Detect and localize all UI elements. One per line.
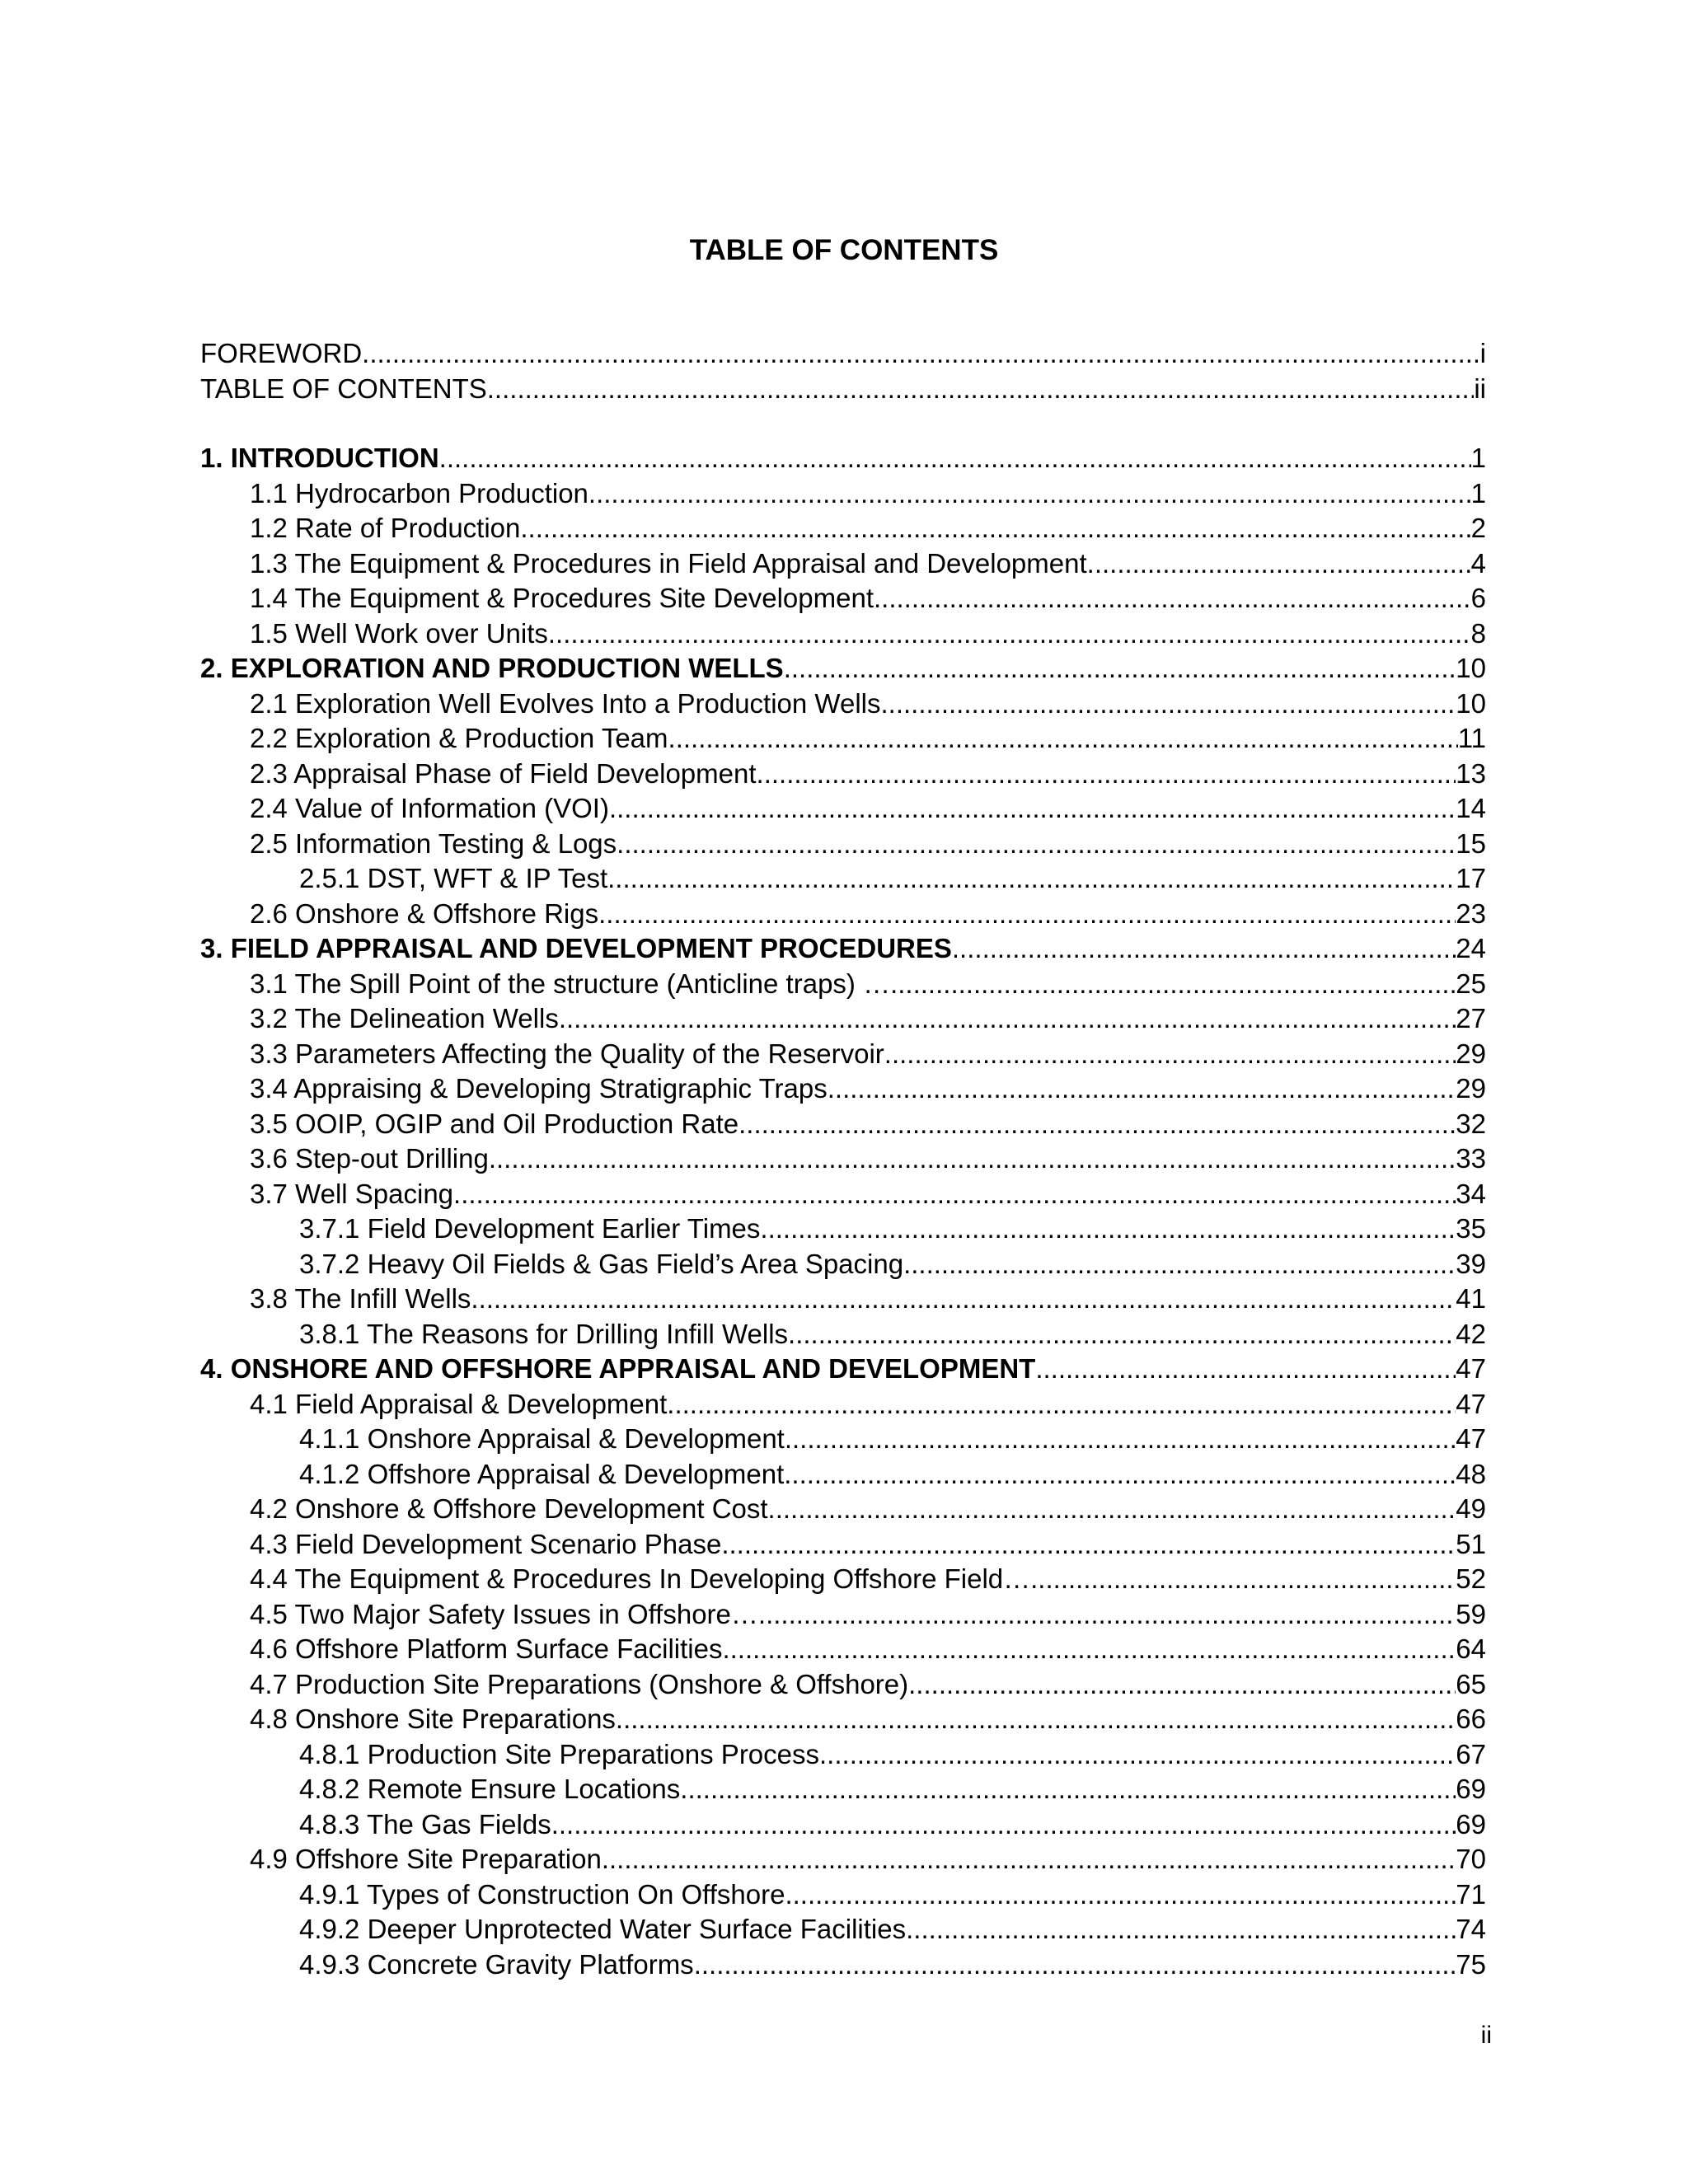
toc-entry-title: 2.5 Information Testing & Logs	[250, 827, 617, 859]
toc-dot-leader	[881, 687, 1456, 722]
toc-entry-line	[299, 1947, 1486, 1983]
toc-entry-line	[250, 616, 1486, 652]
toc-entry-line	[299, 1422, 1486, 1457]
toc-dot-leader	[785, 1877, 1456, 1913]
toc-entry-title: 3.7 Well Spacing	[250, 1178, 454, 1209]
toc-entry[interactable]	[200, 1352, 1486, 1387]
toc-entry-title: 2.6 Onshore & Offshore Rigs	[250, 898, 599, 929]
toc-entry-line	[250, 1492, 1486, 1527]
toc-entry[interactable]	[200, 372, 1486, 407]
toc-entry-title: 4.8.1 Production Site Preparations Process	[299, 1738, 820, 1769]
toc-entry[interactable]	[200, 1877, 1486, 1913]
toc-entry[interactable]	[200, 967, 1486, 1002]
toc-entry-title: 4.8.3 The Gas Fields	[299, 1808, 551, 1840]
toc-entry-title: FOREWORD	[200, 338, 363, 368]
toc-dot-leader	[616, 1702, 1456, 1737]
toc-entry[interactable]	[200, 1562, 1486, 1597]
toc-entry[interactable]	[200, 1422, 1486, 1457]
toc-entry-page: 75	[1456, 1948, 1486, 1980]
toc-entry-title: 4.9.3 Concrete Gravity Platforms	[299, 1948, 694, 1980]
toc-dot-leader	[667, 1387, 1456, 1422]
toc-dot-leader	[1035, 1352, 1456, 1387]
toc-entry-line	[250, 1527, 1486, 1563]
toc-entry[interactable]	[200, 861, 1486, 897]
toc-entry-line	[200, 441, 1486, 476]
toc-dot-leader	[362, 336, 1480, 372]
toc-entry[interactable]	[200, 1492, 1486, 1527]
toc-entry-page: 69	[1456, 1774, 1486, 1804]
toc-entry-title: 3.2 The Delineation Wells	[250, 1003, 559, 1033]
toc-entry[interactable]	[200, 1842, 1486, 1877]
toc-dot-leader	[874, 581, 1471, 616]
toc-entry-title: 4.9.2 Deeper Unprotected Water Surface Facilities	[299, 1914, 907, 1944]
toc-entry-line	[299, 1877, 1486, 1913]
toc-entry-line	[250, 1001, 1486, 1037]
toc-entry-page: 29	[1456, 1073, 1486, 1104]
toc-dot-leader	[617, 827, 1456, 862]
toc-dot-leader	[520, 511, 1470, 546]
toc-entry[interactable]	[200, 511, 1486, 546]
toc-entry-title: 4.4 The Equipment & Procedures In Developing Offshore Field…	[250, 1563, 1031, 1594]
toc-entry[interactable]	[200, 1597, 1486, 1633]
toc-entry-line	[250, 721, 1486, 757]
toc-entry[interactable]	[200, 1527, 1486, 1563]
toc-entry-title: 3.7.2 Heavy Oil Fields & Gas Field’s Area Spacing	[299, 1248, 904, 1279]
toc-entry-line	[250, 1037, 1486, 1072]
toc-entry-title: 2.5.1 DST, WFT & IP Test	[299, 863, 608, 893]
toc-entry-title: 3. FIELD APPRAISAL AND DEVELOPMENT PROCEDURES	[200, 933, 952, 963]
toc-entry-page: 33	[1456, 1143, 1486, 1174]
toc-entry-page: 47	[1456, 1353, 1486, 1384]
toc-dot-leader	[722, 1632, 1456, 1667]
toc-entry[interactable]	[200, 1737, 1486, 1773]
toc-dot-leader	[788, 1317, 1456, 1352]
toc-entry-line	[250, 967, 1486, 1002]
toc-entry-line	[200, 336, 1486, 372]
toc-entry-page: 70	[1456, 1844, 1486, 1874]
toc-entry-title: 3.1 The Spill Point of the structure (Anticline traps) …	[250, 968, 891, 999]
toc-entry-title: 4.8.2 Remote Ensure Locations	[299, 1774, 681, 1804]
toc-entry-line	[299, 861, 1486, 897]
toc-entry-title: 2. EXPLORATION AND PRODUCTION WELLS	[200, 653, 784, 683]
toc-dot-leader	[471, 1282, 1456, 1317]
toc-entry-page: 25	[1456, 968, 1486, 999]
toc-entry-line	[250, 1632, 1486, 1667]
toc-entry-title: 1.5 Well Work over Units	[250, 617, 548, 649]
toc-entry-title: 3.5 OOIP, OGIP and Oil Production Rate	[250, 1108, 739, 1139]
toc-entry-page: 27	[1456, 1003, 1486, 1033]
toc-entry-page: 1	[1470, 477, 1486, 509]
toc-dot-leader	[551, 1807, 1456, 1843]
toc-entry[interactable]	[200, 1317, 1486, 1352]
toc-entry[interactable]	[200, 757, 1486, 792]
toc-entry-page: 10	[1456, 653, 1486, 683]
toc-dot-leader	[609, 791, 1456, 827]
toc-dot-leader	[952, 931, 1456, 967]
toc-entry-page: 11	[1457, 723, 1486, 753]
toc-entry-title: 2.1 Exploration Well Evolves Into a Production Wells	[250, 687, 881, 719]
toc-entry-page: 1	[1470, 443, 1486, 473]
toc-entry-title: 3.6 Step-out Drilling	[250, 1143, 489, 1174]
toc-entry-title: 2.3 Appraisal Phase of Field Development	[250, 757, 757, 789]
toc-dot-leader	[760, 1212, 1456, 1247]
toc-dot-leader	[602, 1842, 1456, 1877]
toc-entry[interactable]	[200, 1001, 1486, 1037]
toc-entry-page: 32	[1456, 1108, 1486, 1139]
toc-entry-title: 4.1 Field Appraisal & Development	[250, 1388, 668, 1419]
toc-entry-title: 4.1.1 Onshore Appraisal & Development	[299, 1423, 785, 1454]
toc-entry-line	[250, 1177, 1486, 1212]
toc-entry-page: 4	[1470, 547, 1486, 579]
toc-dot-leader	[784, 1457, 1456, 1493]
toc-entry-line	[299, 1772, 1486, 1807]
toc-dot-leader	[908, 1667, 1456, 1703]
toc-entry-line	[250, 581, 1486, 616]
toc-entry[interactable]	[200, 1282, 1486, 1317]
toc-entry-line	[250, 1597, 1486, 1633]
toc-entry[interactable]	[200, 1702, 1486, 1737]
toc-entry-title: 1. INTRODUCTION	[200, 443, 439, 473]
toc-dot-leader	[548, 616, 1471, 652]
toc-entry-line	[250, 1107, 1486, 1142]
toc-dot-leader	[890, 967, 1456, 1002]
toc-entry-page: 24	[1456, 933, 1486, 963]
toc-entry-page: 34	[1456, 1178, 1486, 1209]
toc-entry[interactable]	[200, 1177, 1486, 1212]
toc-entry-line	[250, 1071, 1486, 1107]
toc-entry-line	[299, 1912, 1486, 1947]
toc-entry-title: 3.7.1 Field Development Earlier Times	[299, 1213, 761, 1244]
toc-entry-line	[200, 372, 1486, 407]
toc-dot-leader	[694, 1947, 1456, 1983]
toc-dot-leader	[439, 441, 1471, 476]
toc-entry[interactable]	[200, 1247, 1486, 1282]
toc-entry-line	[299, 1807, 1486, 1843]
toc-entry-title: 1.3 The Equipment & Procedures in Field Appraisal and Development	[250, 547, 1087, 579]
toc-entry-title: 1.4 The Equipment & Procedures Site Development	[250, 583, 874, 613]
toc-dot-leader	[680, 1772, 1456, 1807]
toc-dot-leader	[607, 861, 1456, 897]
toc-entry-line	[250, 1282, 1486, 1317]
toc-entry-title: 4.6 Offshore Platform Surface Facilities	[250, 1633, 723, 1664]
toc-dot-leader	[785, 1422, 1456, 1457]
toc-dot-leader	[489, 1141, 1456, 1177]
toc-entry-line	[250, 1141, 1486, 1177]
toc-entry-page: 47	[1456, 1388, 1486, 1419]
toc-dot-leader	[828, 1071, 1456, 1107]
toc-entry[interactable]	[200, 1037, 1486, 1072]
toc-entry-page: ii	[1474, 373, 1486, 404]
toc-entry-page: 41	[1456, 1283, 1486, 1314]
toc-entry[interactable]	[200, 1807, 1486, 1843]
toc-dot-leader	[758, 1597, 1456, 1633]
page-number: ii	[1480, 2022, 1492, 2049]
toc-entry-page: 8	[1470, 617, 1486, 649]
toc-entry-page: 10	[1456, 687, 1486, 719]
toc-dot-leader	[721, 1527, 1456, 1563]
toc-entry[interactable]	[200, 1632, 1486, 1667]
toc-entry-line	[250, 687, 1486, 722]
toc-entry-title: 4. ONSHORE AND OFFSHORE APPRAISAL AND DEVELOPMENT	[200, 1353, 1036, 1384]
toc-entry-line	[250, 757, 1486, 792]
toc-entry[interactable]	[200, 546, 1486, 582]
toc-entry-page: 47	[1456, 1423, 1486, 1454]
table-of-contents	[200, 336, 1486, 1982]
toc-dot-leader	[768, 1492, 1456, 1527]
toc-entry[interactable]	[200, 897, 1486, 932]
toc-dot-leader	[559, 1001, 1456, 1037]
toc-entry-line	[299, 1247, 1486, 1282]
toc-entry-title: 4.2 Onshore & Offshore Development Cost	[250, 1493, 768, 1524]
toc-dot-leader	[906, 1912, 1456, 1947]
toc-entry-title: TABLE OF CONTENTS	[200, 373, 487, 404]
toc-entry-line	[299, 1737, 1486, 1773]
toc-entry[interactable]	[200, 1772, 1486, 1807]
toc-entry-page: 64	[1456, 1633, 1486, 1664]
toc-entry-page: 15	[1456, 827, 1486, 859]
toc-entry-line	[250, 827, 1486, 862]
toc-entry-line	[250, 1702, 1486, 1737]
toc-entry-page: 74	[1456, 1914, 1486, 1944]
toc-dot-leader	[668, 721, 1458, 757]
toc-entry-page: 39	[1456, 1248, 1486, 1279]
toc-entry-page: 23	[1456, 898, 1486, 929]
toc-entry-title: 3.3 Parameters Affecting the Quality of the Reservoir	[250, 1038, 884, 1069]
toc-entry[interactable]	[200, 336, 1486, 372]
toc-entry-title: 1.1 Hydrocarbon Production	[250, 477, 588, 509]
toc-entry-page: 66	[1456, 1704, 1486, 1734]
toc-entry-line	[250, 511, 1486, 546]
toc-entry-line	[250, 1387, 1486, 1422]
toc-entry-line	[250, 1667, 1486, 1703]
toc-entry-title: 2.4 Value of Information (VOI)	[250, 793, 609, 823]
toc-entry[interactable]	[200, 1212, 1486, 1247]
toc-entry-page: 42	[1456, 1318, 1486, 1349]
toc-entry-title: 4.1.2 Offshore Appraisal & Development	[299, 1458, 785, 1489]
toc-entry-title: 4.8 Onshore Site Preparations	[250, 1704, 616, 1734]
toc-entry-page: 49	[1456, 1493, 1486, 1524]
toc-entry[interactable]	[200, 1457, 1486, 1493]
toc-entry[interactable]	[200, 827, 1486, 862]
toc-dot-leader	[588, 476, 1471, 512]
toc-entry[interactable]	[200, 476, 1486, 512]
toc-entry-line	[200, 651, 1486, 687]
toc-entry-page: 2	[1470, 513, 1486, 543]
toc-dot-leader	[1030, 1562, 1456, 1597]
toc-entry-page: 6	[1470, 583, 1486, 613]
toc-entry-page: 14	[1456, 793, 1486, 823]
toc-entry-page: 51	[1456, 1528, 1486, 1559]
toc-entry-title: 4.7 Production Site Preparations (Onshore & Offshore)	[250, 1668, 909, 1699]
toc-entry-title: 3.8 The Infill Wells	[250, 1283, 471, 1314]
toc-entry-page: 52	[1456, 1563, 1486, 1594]
toc-dot-leader	[453, 1177, 1456, 1212]
toc-entry-page: 13	[1456, 757, 1486, 789]
toc-entry[interactable]	[200, 721, 1486, 757]
toc-entry-line	[299, 1457, 1486, 1493]
toc-entry-page: 35	[1456, 1213, 1486, 1244]
toc-entry-line	[250, 476, 1486, 512]
toc-entry-page: 65	[1456, 1668, 1486, 1699]
toc-entry-line	[250, 1842, 1486, 1877]
page-title: TABLE OF CONTENTS	[689, 234, 999, 266]
toc-entry[interactable]	[200, 581, 1486, 616]
toc-entry-page: 59	[1456, 1598, 1486, 1629]
toc-entry-title: 2.2 Exploration & Production Team	[250, 723, 668, 753]
toc-entry-line	[250, 791, 1486, 827]
toc-dot-leader	[487, 372, 1475, 407]
toc-entry-title: 4.9 Offshore Site Preparation	[250, 1844, 602, 1874]
toc-entry-line	[250, 897, 1486, 932]
toc-entry[interactable]	[200, 1141, 1486, 1177]
toc-entry-page: i	[1479, 338, 1486, 368]
toc-entry-title: 1.2 Rate of Production	[250, 513, 521, 543]
toc-entry[interactable]	[200, 1071, 1486, 1107]
toc-entry-title: 3.4 Appraising & Developing Stratigraphic Traps	[250, 1073, 828, 1104]
toc-entry-title: 4.3 Field Development Scenario Phase	[250, 1528, 722, 1559]
toc-entry-page: 17	[1456, 863, 1486, 893]
toc-entry-page: 71	[1456, 1878, 1486, 1910]
toc-entry-line	[250, 546, 1486, 582]
toc-entry-title: 3.8.1 The Reasons for Drilling Infill Wells	[299, 1318, 789, 1349]
toc-entry[interactable]	[200, 616, 1486, 652]
toc-dot-leader	[784, 651, 1456, 687]
toc-entry-line	[299, 1212, 1486, 1247]
toc-entry-page: 48	[1456, 1458, 1486, 1489]
toc-entry[interactable]	[200, 791, 1486, 827]
toc-entry-page: 69	[1456, 1808, 1486, 1840]
toc-entry-page: 67	[1456, 1738, 1486, 1769]
toc-dot-leader	[1087, 546, 1471, 582]
toc-entry-line	[299, 1317, 1486, 1352]
toc-entry[interactable]	[200, 441, 1486, 476]
toc-entry[interactable]	[200, 1912, 1486, 1947]
toc-dot-leader	[903, 1247, 1456, 1282]
toc-entry[interactable]	[200, 651, 1486, 687]
toc-dot-leader	[819, 1737, 1456, 1773]
toc-dot-leader	[884, 1037, 1456, 1072]
toc-dot-leader	[598, 897, 1456, 932]
toc-entry[interactable]	[200, 1387, 1486, 1422]
toc-dot-leader	[757, 757, 1456, 792]
toc-dot-leader	[738, 1107, 1456, 1142]
toc-entry[interactable]	[200, 1107, 1486, 1142]
toc-entry-line	[250, 1562, 1486, 1597]
toc-entry[interactable]	[200, 1947, 1486, 1983]
toc-entry-title: 4.5 Two Major Safety Issues in Offshore…	[250, 1598, 758, 1629]
toc-entry-page: 29	[1456, 1038, 1486, 1069]
toc-entry[interactable]	[200, 687, 1486, 722]
toc-entry-title: 4.9.1 Types of Construction On Offshore	[299, 1878, 785, 1910]
toc-entry[interactable]	[200, 1667, 1486, 1703]
toc-entry[interactable]	[200, 931, 1486, 967]
toc-entry-line	[200, 931, 1486, 967]
toc-entry-line	[200, 1352, 1486, 1387]
